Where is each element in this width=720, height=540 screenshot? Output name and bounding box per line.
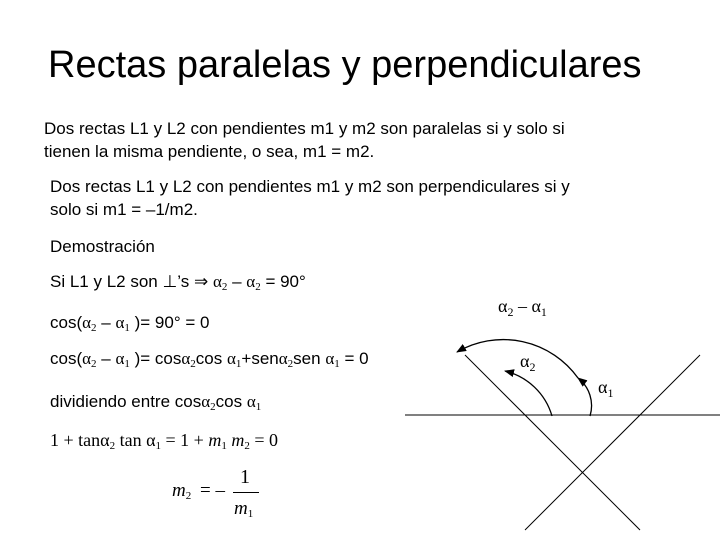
demo-heading: Demostración [50, 237, 155, 256]
arc-alpha2-minus-alpha1 [457, 340, 578, 378]
arc-alpha2 [505, 371, 552, 416]
arc-alpha1 [578, 378, 592, 416]
demo-line-5: 1 + tanα$_2$ $\tan \alpha_1 = 1 + m_1$ $m_2 = 0$ [50, 430, 278, 452]
page-title: Rectas paralelas y perpendiculares [48, 44, 642, 86]
parallel-line-1: Dos rectas L1 y L2 con pendientes m1 y m2 son paralelas si y solo si [44, 119, 565, 138]
label-alpha2-minus-alpha1: $\alpha_2 - \alpha_1$ [498, 296, 547, 319]
formula-denominator: $m_1$ [234, 498, 254, 520]
line-l1 [525, 355, 700, 530]
demo-line-1: Si L1 y L2 son ⊥’s ⇒ $\alpha_2 - \alpha_2 = 90^\circ$ [50, 272, 306, 293]
perpendicular-line-2: solo si m1 = –1/m2. [50, 200, 198, 219]
label-alpha1: $\alpha_1$ [598, 377, 614, 400]
formula-lhs: $m_2$ [172, 480, 192, 502]
formula-equals: = – [200, 480, 225, 501]
line-l2 [465, 355, 640, 530]
demo-line-3: $\cos(\alpha_2 - \alpha_1$ )= cosα$_2$cos $\alpha_1+sen\alpha_2sen$ $\alpha_1 = 0$ [50, 349, 369, 370]
demo-line-4: dividiendo entre cosα$_2$cos $\alpha_1$ [50, 392, 262, 413]
perpendicular-line-1: Dos rectas L1 y L2 con pendientes m1 y m2 son perpendiculares si y [50, 177, 570, 196]
parallel-line-2: tienen la misma pendiente, o sea, m1 = m2. [44, 142, 375, 161]
label-alpha2: $\alpha_2$ [520, 351, 536, 374]
demo-line-2: $\cos(\alpha_2 - \alpha_1$ )= 90° = 0 [50, 313, 210, 334]
formula-numerator: 1 [240, 466, 250, 488]
